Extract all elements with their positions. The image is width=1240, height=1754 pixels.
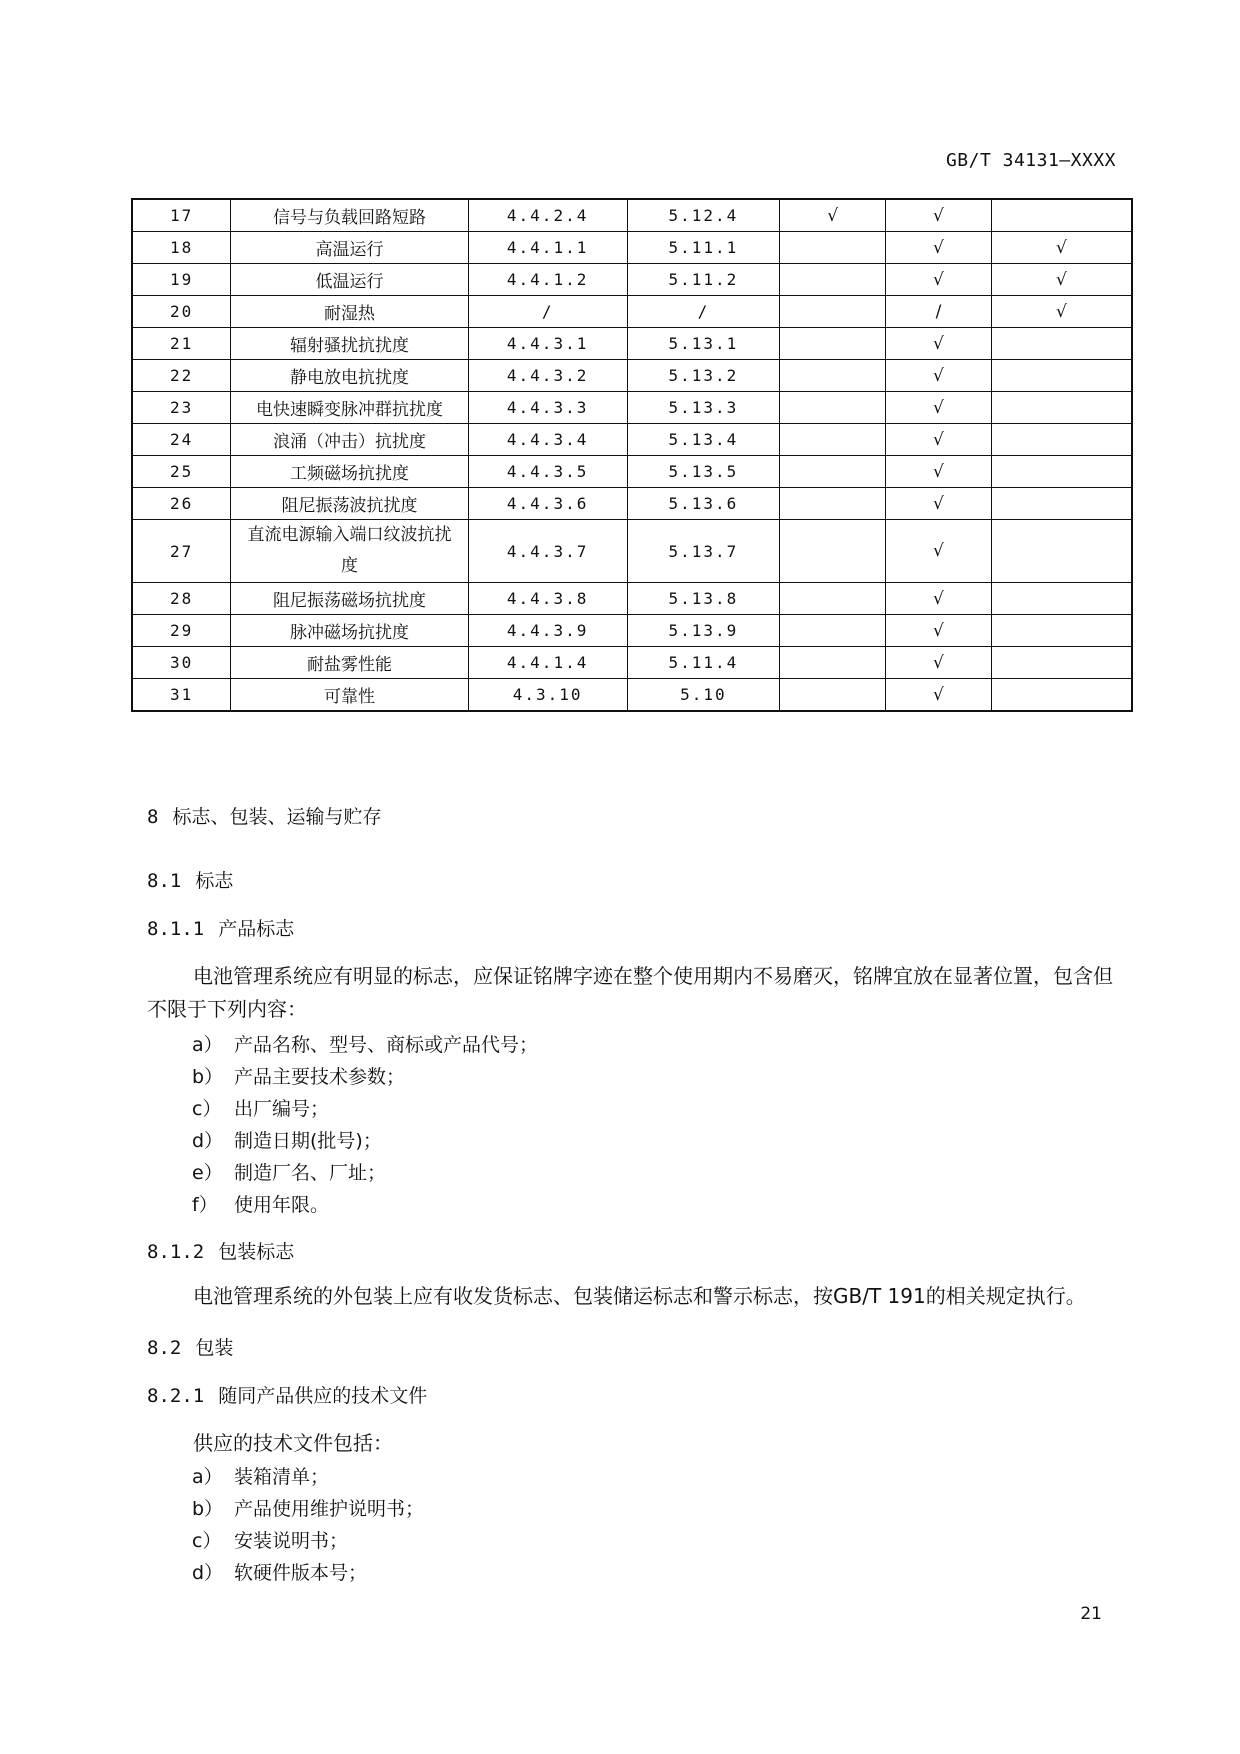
check-col-b-cell: √ bbox=[886, 647, 992, 679]
item-name-cell: 耐盐雾性能 bbox=[231, 647, 468, 679]
test-method-cell: 5.13.6 bbox=[627, 488, 780, 520]
section-8-1-heading bbox=[147, 866, 233, 893]
section-title: 标志 bbox=[195, 870, 234, 892]
check-col-b-cell: √ bbox=[886, 360, 992, 392]
check-col-b-cell: √ bbox=[886, 679, 992, 712]
item-name-cell: 阻尼振荡磁场抗扰度 bbox=[231, 583, 468, 615]
test-method-cell: 5.13.5 bbox=[627, 456, 780, 488]
item-name-cell: 可靠性 bbox=[231, 679, 468, 712]
check-col-b-cell: √ bbox=[886, 615, 992, 647]
check-col-c-cell bbox=[991, 360, 1132, 392]
item-number-cell: 26 bbox=[132, 488, 231, 520]
check-col-a-cell bbox=[780, 296, 886, 328]
test-items-table bbox=[131, 198, 1133, 712]
test-method-cell: 5.11.1 bbox=[627, 232, 780, 264]
test-method-cell: 5.10 bbox=[627, 679, 780, 712]
check-col-b-cell: √ bbox=[886, 328, 992, 360]
page-number: 21 bbox=[1080, 1604, 1102, 1624]
table-row bbox=[132, 199, 1132, 232]
item-name-cell: 脉冲磁场抗扰度 bbox=[231, 615, 468, 647]
list-item bbox=[192, 1558, 367, 1585]
section-number: 8.1.2 bbox=[147, 1241, 205, 1263]
check-col-b-cell: √ bbox=[886, 232, 992, 264]
check-col-c-cell bbox=[991, 615, 1132, 647]
list-item bbox=[192, 1158, 386, 1185]
item-name-cell: 高温运行 bbox=[231, 232, 468, 264]
list-marker: e） bbox=[192, 1162, 223, 1184]
check-col-a-cell bbox=[780, 392, 886, 424]
list-marker: b） bbox=[192, 1498, 224, 1520]
check-col-c-cell bbox=[991, 679, 1132, 712]
check-col-c-cell bbox=[991, 583, 1132, 615]
list-marker: a） bbox=[192, 1466, 223, 1488]
test-method-cell: 5.13.9 bbox=[627, 615, 780, 647]
table-row bbox=[132, 647, 1132, 679]
test-method-cell: 5.13.1 bbox=[627, 328, 780, 360]
table-row bbox=[132, 520, 1132, 583]
item-name-cell: 辐射骚扰抗扰度 bbox=[231, 328, 468, 360]
item-number-cell: 22 bbox=[132, 360, 231, 392]
check-col-b-cell: √ bbox=[886, 199, 992, 232]
check-col-c-cell bbox=[991, 520, 1132, 583]
item-number-cell: 18 bbox=[132, 232, 231, 264]
list-item bbox=[192, 1126, 382, 1153]
table-row bbox=[132, 360, 1132, 392]
table-row bbox=[132, 392, 1132, 424]
check-col-a-cell bbox=[780, 647, 886, 679]
test-method-cell: / bbox=[627, 296, 780, 328]
requirement-clause-cell: 4.3.10 bbox=[468, 679, 627, 712]
item-name-cell: 工频磁场抗扰度 bbox=[231, 456, 468, 488]
item-number-cell: 30 bbox=[132, 647, 231, 679]
list-marker: a） bbox=[192, 1034, 223, 1056]
table-row bbox=[132, 296, 1132, 328]
test-method-cell: 5.12.4 bbox=[627, 199, 780, 232]
table-row bbox=[132, 424, 1132, 456]
check-col-b-cell: √ bbox=[886, 583, 992, 615]
section-number: 8 bbox=[147, 806, 159, 828]
check-col-a-cell bbox=[780, 488, 886, 520]
check-col-b-cell: / bbox=[886, 296, 992, 328]
requirement-clause-cell: 4.4.3.9 bbox=[468, 615, 627, 647]
requirement-clause-cell: 4.4.3.2 bbox=[468, 360, 627, 392]
check-col-a-cell bbox=[780, 679, 886, 712]
list-item bbox=[192, 1190, 329, 1217]
check-col-a-cell: √ bbox=[780, 199, 886, 232]
table-row bbox=[132, 583, 1132, 615]
requirement-clause-cell: 4.4.3.5 bbox=[468, 456, 627, 488]
section-8-1-1-heading bbox=[147, 914, 294, 941]
table-row bbox=[132, 488, 1132, 520]
section-number: 8.1.1 bbox=[147, 918, 205, 940]
item-number-cell: 19 bbox=[132, 264, 231, 296]
check-col-c-cell bbox=[991, 199, 1132, 232]
list-item bbox=[192, 1494, 424, 1521]
requirement-clause-cell: 4.4.1.4 bbox=[468, 647, 627, 679]
section-8-2-1-paragraph: 供应的技术文件包括： bbox=[193, 1431, 393, 1455]
requirement-clause-cell: 4.4.2.4 bbox=[468, 199, 627, 232]
list-marker: c） bbox=[192, 1098, 222, 1120]
check-col-a-cell bbox=[780, 264, 886, 296]
section-title: 随同产品供应的技术文件 bbox=[218, 1385, 428, 1407]
check-col-c-cell: √ bbox=[991, 264, 1132, 296]
list-text: 安装说明书； bbox=[234, 1530, 349, 1552]
check-col-b-cell: √ bbox=[886, 264, 992, 296]
test-method-cell: 5.11.4 bbox=[627, 647, 780, 679]
list-text: 产品名称、型号、商标或产品代号； bbox=[234, 1034, 539, 1056]
item-number-cell: 31 bbox=[132, 679, 231, 712]
check-col-b-cell: √ bbox=[886, 424, 992, 456]
table-body bbox=[132, 199, 1132, 711]
list-marker: d） bbox=[192, 1130, 224, 1152]
item-name-cell: 静电放电抗扰度 bbox=[231, 360, 468, 392]
section-8-1-1-paragraph: 电池管理系统应有明显的标志，应保证铭牌字迹在整个使用期内不易磨灭，铭牌宜放在显著位置，包含但不限于下列内容： bbox=[147, 964, 1113, 1021]
check-col-a-cell bbox=[780, 360, 886, 392]
section-8-1-2-paragraph: 电池管理系统的外包装上应有收发货标志、包装储运标志和警示标志，按GB/T 191的相关规定执行。 bbox=[193, 1284, 1086, 1308]
check-col-c-cell bbox=[991, 456, 1132, 488]
list-marker: b） bbox=[192, 1066, 224, 1088]
item-number-cell: 21 bbox=[132, 328, 231, 360]
requirement-clause-cell: 4.4.3.4 bbox=[468, 424, 627, 456]
requirement-clause-cell: 4.4.3.6 bbox=[468, 488, 627, 520]
table-row bbox=[132, 679, 1132, 712]
item-number-cell: 28 bbox=[132, 583, 231, 615]
item-name-cell: 阻尼振荡波抗扰度 bbox=[231, 488, 468, 520]
list-item bbox=[192, 1094, 329, 1121]
check-col-b-cell: √ bbox=[886, 392, 992, 424]
check-col-a-cell bbox=[780, 615, 886, 647]
check-col-b-cell: √ bbox=[886, 456, 992, 488]
section-title: 包装 bbox=[195, 1337, 234, 1359]
test-method-cell: 5.13.7 bbox=[627, 520, 780, 583]
item-name-cell: 耐湿热 bbox=[231, 296, 468, 328]
requirement-clause-cell: 4.4.3.8 bbox=[468, 583, 627, 615]
table-row bbox=[132, 232, 1132, 264]
list-item bbox=[192, 1462, 329, 1489]
list-text: 装箱清单； bbox=[234, 1466, 330, 1488]
item-number-cell: 23 bbox=[132, 392, 231, 424]
list-text: 产品使用维护说明书； bbox=[234, 1498, 425, 1520]
check-col-c-cell: √ bbox=[991, 296, 1132, 328]
section-number: 8.2 bbox=[147, 1337, 182, 1359]
check-col-a-cell bbox=[780, 232, 886, 264]
section-number: 8.1 bbox=[147, 870, 182, 892]
item-name-cell: 浪涌（冲击）抗扰度 bbox=[231, 424, 468, 456]
section-title: 包装标志 bbox=[218, 1241, 295, 1263]
list-text: 软硬件版本号； bbox=[234, 1562, 368, 1584]
test-method-cell: 5.13.4 bbox=[627, 424, 780, 456]
requirement-clause-cell: 4.4.1.2 bbox=[468, 264, 627, 296]
section-title: 产品标志 bbox=[218, 918, 295, 940]
requirement-clause-cell: 4.4.1.1 bbox=[468, 232, 627, 264]
item-name-cell: 低温运行 bbox=[231, 264, 468, 296]
check-col-c-cell bbox=[991, 647, 1132, 679]
table-row bbox=[132, 456, 1132, 488]
list-marker: c） bbox=[192, 1530, 222, 1552]
check-col-c-cell bbox=[991, 488, 1132, 520]
list-text: 制造日期(批号)； bbox=[234, 1130, 382, 1152]
test-method-cell: 5.13.2 bbox=[627, 360, 780, 392]
check-col-c-cell bbox=[991, 424, 1132, 456]
list-text: 出厂编号； bbox=[234, 1098, 330, 1120]
list-text: 使用年限。 bbox=[234, 1194, 330, 1216]
item-name-cell: 信号与负载回路短路 bbox=[231, 199, 468, 232]
check-col-a-cell bbox=[780, 520, 886, 583]
test-method-cell: 5.11.2 bbox=[627, 264, 780, 296]
table-row bbox=[132, 328, 1132, 360]
table-row bbox=[132, 264, 1132, 296]
list-text: 制造厂名、厂址； bbox=[234, 1162, 387, 1184]
item-name-cell: 电快速瞬变脉冲群抗扰度 bbox=[231, 392, 468, 424]
requirement-clause-cell: 4.4.3.3 bbox=[468, 392, 627, 424]
item-number-cell: 24 bbox=[132, 424, 231, 456]
table-row bbox=[132, 615, 1132, 647]
item-number-cell: 27 bbox=[132, 520, 231, 583]
section-8-2-heading bbox=[147, 1333, 233, 1360]
standard-code-header: GB/T 34131—XXXX bbox=[945, 150, 1116, 171]
check-col-c-cell bbox=[991, 328, 1132, 360]
requirement-clause-cell: 4.4.3.1 bbox=[468, 328, 627, 360]
check-col-c-cell: √ bbox=[991, 232, 1132, 264]
list-item bbox=[192, 1062, 405, 1089]
check-col-a-cell bbox=[780, 583, 886, 615]
section-8-2-1-heading bbox=[147, 1381, 427, 1408]
list-text: 产品主要技术参数； bbox=[234, 1066, 406, 1088]
requirement-clause-cell: / bbox=[468, 296, 627, 328]
check-col-b-cell: √ bbox=[886, 488, 992, 520]
check-col-a-cell bbox=[780, 456, 886, 488]
item-number-cell: 29 bbox=[132, 615, 231, 647]
item-number-cell: 25 bbox=[132, 456, 231, 488]
list-marker: f） bbox=[192, 1194, 218, 1216]
list-item bbox=[192, 1030, 538, 1057]
item-number-cell: 17 bbox=[132, 199, 231, 232]
list-marker: d） bbox=[192, 1562, 224, 1584]
check-col-a-cell bbox=[780, 328, 886, 360]
section-number: 8.2.1 bbox=[147, 1385, 205, 1407]
test-method-cell: 5.13.3 bbox=[627, 392, 780, 424]
item-name-cell: 直流电源输入端口纹波抗扰度 bbox=[231, 520, 468, 583]
check-col-b-cell: √ bbox=[886, 520, 992, 583]
item-number-cell: 20 bbox=[132, 296, 231, 328]
list-item bbox=[192, 1526, 348, 1553]
check-col-c-cell bbox=[991, 392, 1132, 424]
section-8-1-2-heading bbox=[147, 1237, 294, 1264]
section-title: 标志、包装、运输与贮存 bbox=[172, 806, 382, 828]
requirement-clause-cell: 4.4.3.7 bbox=[468, 520, 627, 583]
check-col-a-cell bbox=[780, 424, 886, 456]
test-method-cell: 5.13.8 bbox=[627, 583, 780, 615]
section-8-heading bbox=[147, 802, 381, 829]
